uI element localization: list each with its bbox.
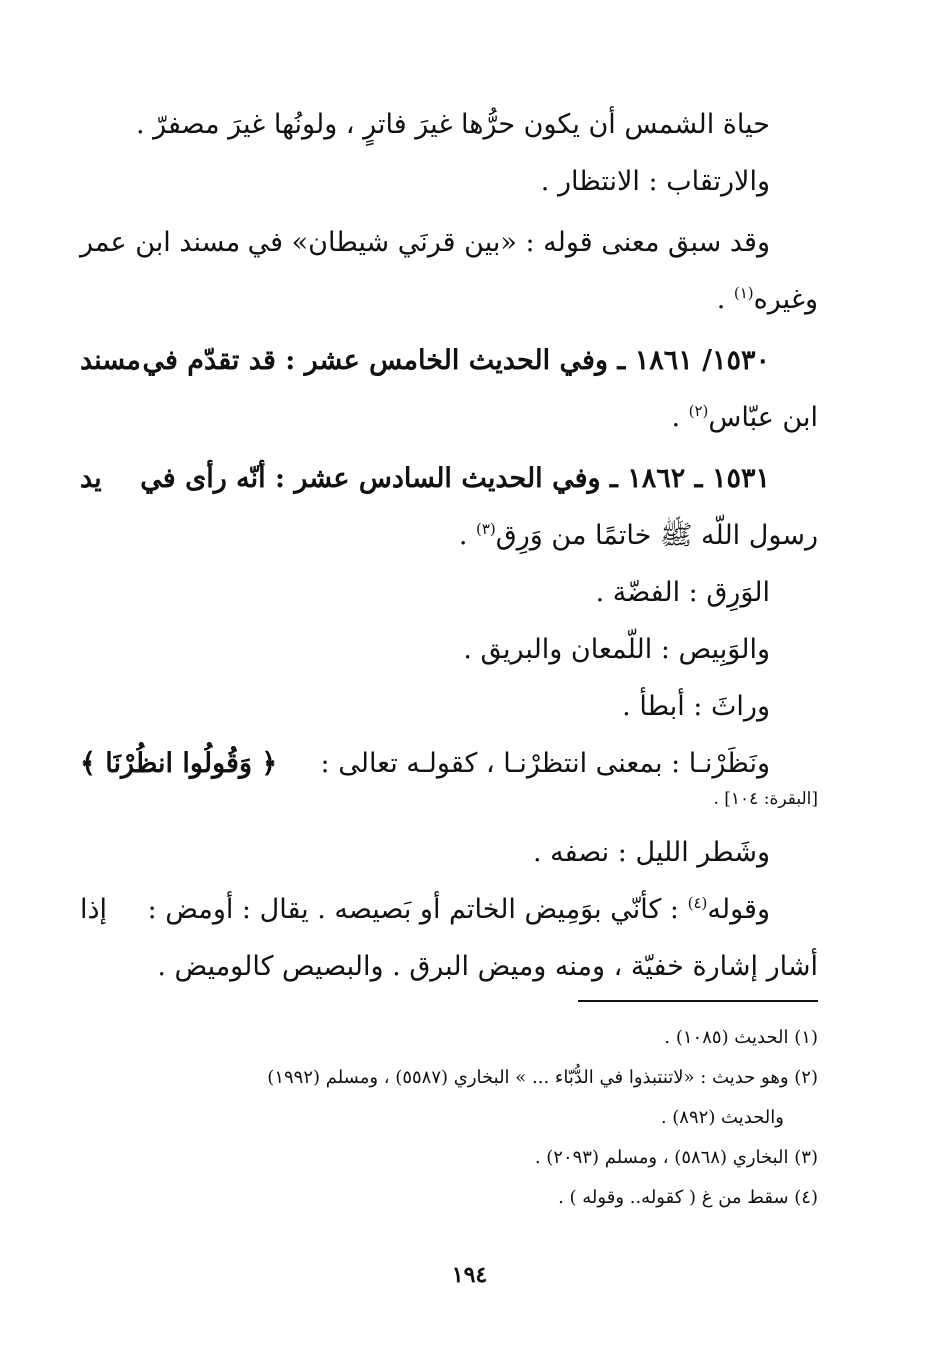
paragraph-line: أشار إشارة خفيّة ، ومنه وميض البرق . والبصيص كالوميض . [157, 951, 818, 982]
footnote: (٤) سقط من غ ( كقوله.. وقوله ) . [558, 1187, 818, 1208]
line-segment: مسند ابن عمر [80, 227, 241, 258]
paragraph-line [80, 881, 818, 938]
page-number: ١٩٤ [451, 1262, 488, 1288]
footnote-separator [578, 1000, 818, 1002]
footnote: (٣) البخاري (٥٨٦٨) ، ومسلم (٢٠٩٣) . [534, 1147, 818, 1168]
paragraph-line: وغيره$^{(١)}$ . [716, 284, 818, 315]
line-segment: وقد سبق معنى قوله : «بين قرنَي شيطان» في [247, 227, 770, 258]
line-segment: إذا [80, 894, 108, 925]
paragraph-line: رسول اللّه ﷺ خاتمًا من وَرِق$^{(٣)}$ . [458, 520, 818, 551]
footnote-ref: (٣) [476, 520, 496, 538]
paragraph-line: والارتقاب : الانتظار . [540, 166, 770, 197]
line-segment: ١٥٣١ ـ ١٨٦٢ ـ وفي الحديث السادس عشر : أنّه رأى في [140, 463, 770, 494]
line-segment: ابن عبّاس [708, 402, 818, 433]
footnote-ref: (٢) [688, 402, 709, 420]
line-segment: رسول اللّه ﷺ خاتمًا من وَرِق [495, 520, 818, 551]
entry-heading-line [80, 450, 818, 507]
quran-citation: [البقرة: ١٠٤] . [713, 789, 818, 809]
paragraph-line: وشَطر الليل : نصفه . [532, 837, 770, 868]
footnote-ref: (١) [733, 284, 754, 302]
footnote-ref: (٤) [687, 894, 708, 912]
line-segment: ونَظَرْنـا : بمعنى انتظرْنـا ، كقولـه تعالى : [320, 748, 770, 779]
line-segment: يد [80, 463, 102, 494]
paragraph-line: وراثَ : أبطأ . [622, 691, 770, 722]
quran-quote: ﴿ وَقُولُوا انظُرْنَا ﴾ [80, 748, 278, 779]
paragraph-line: ابن عبّاس$^{(٢)}$ . [671, 402, 818, 433]
paragraph-line [80, 214, 818, 271]
footnote-continuation: والحديث (٨٩٢) . [660, 1107, 784, 1128]
paragraph-line: الوَرِق : الفضّة . [595, 577, 770, 608]
paragraph-line: حياة الشمس أن يكون حرُّها غيرَ فاترٍ ، ولونُها غيرَ مصفرّ . [135, 109, 770, 140]
line-segment: مسند [80, 345, 141, 376]
paragraph-line [80, 735, 818, 792]
footnotes [80, 1018, 818, 1218]
line-segment [148, 881, 770, 938]
footnote: (٢) وهو حديث : «لاتنتبذوا في الدُّبّاء ... » البخاري (٥٥٨٧) ، ومسلم (١٩٩٢) [267, 1067, 818, 1088]
paragraph-line: والوَبِيص : اللّمعان والبريق . [463, 634, 770, 665]
entry-heading-line [80, 332, 818, 389]
line-segment: وقوله [707, 894, 770, 925]
line-segment: : كأنّي بوَمِيض الخاتم أو بَصيصه . يقال : أومض : [147, 894, 680, 925]
footnote: (١) الحديث (١٠٨٥) . [664, 1027, 818, 1048]
main-text [80, 96, 818, 995]
line-segment: ١٥٣٠/ ١٨٦١ ـ وفي الحديث الخامس عشر : قد تقدّم في [142, 345, 770, 376]
line-segment: وغيره [753, 284, 818, 315]
